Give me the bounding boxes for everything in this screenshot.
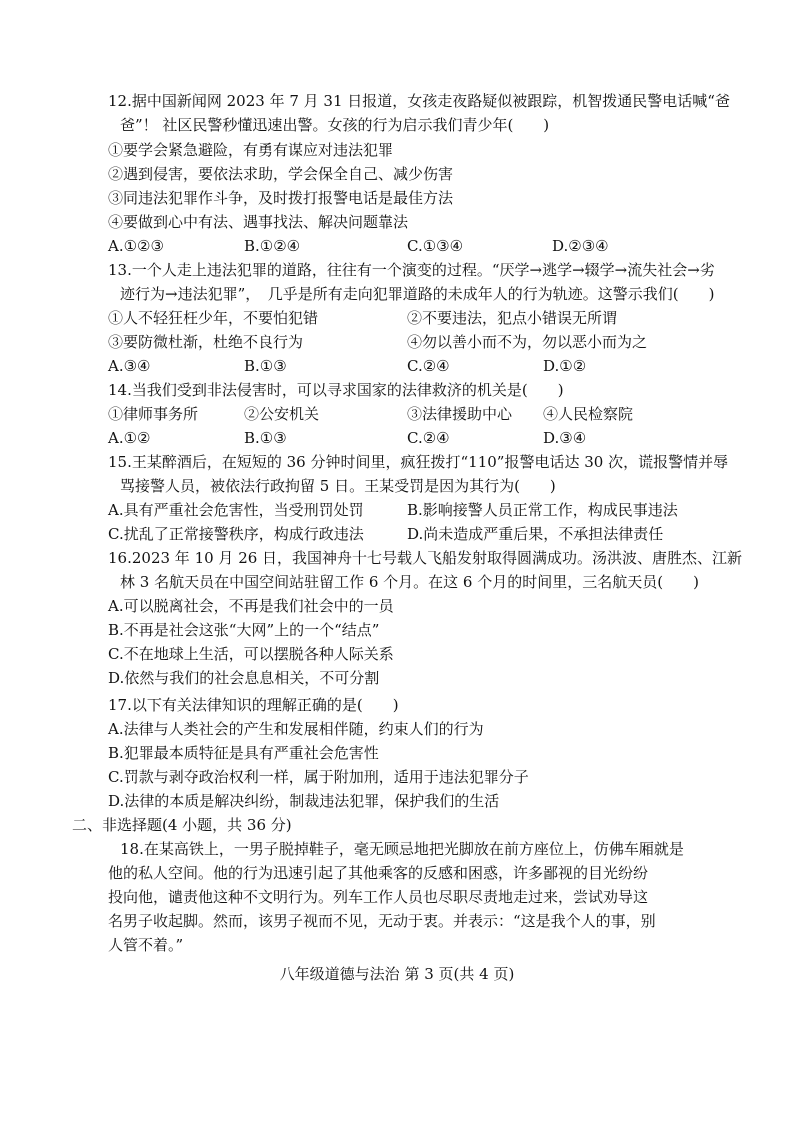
question-14-option-d: D.③④ bbox=[543, 429, 587, 447]
question-13-choice-2: ②不要违法，犯点小错误无所谓 bbox=[407, 309, 618, 327]
question-13-choice-1: ①人不轻狂枉少年，不要怕犯错 bbox=[108, 309, 319, 327]
question-14-option-a: A.①② bbox=[108, 429, 151, 447]
question-13-option-d: D.①② bbox=[543, 357, 587, 375]
question-15-stem-line-2: 骂接警人员，被依法行政拘留 5 日。王某受罚是因为其行为( ) bbox=[120, 477, 556, 495]
question-12-option-b: B.①②④ bbox=[244, 237, 301, 255]
question-17-stem: 17.以下有关法律知识的理解正确的是( ) bbox=[108, 696, 399, 714]
question-14-choice-1: ①律师事务所 bbox=[108, 405, 199, 423]
question-18-line-4: 名男子收起脚。然而，该男子视而不见，无动于衷。并表示：“这是我个人的事，别 bbox=[108, 912, 656, 930]
question-12-choice-2: ②遇到侵害，要依法求助，学会保全自己、减少伤害 bbox=[108, 165, 454, 183]
question-18-line-1: 18.在某高铁上，一男子脱掉鞋子，毫无顾忌地把光脚放在前方座位上，仿佛车厢就是 bbox=[120, 840, 684, 858]
question-17-option-c: C.罚款与剥夺政治权利一样，属于附加刑，适用于违法犯罪分子 bbox=[108, 768, 529, 786]
question-13-stem-line-1: 13.一个人走上违法犯罪的道路，往往有一个演变的过程。“厌学→逃学→辍学→流失社会→劣 bbox=[108, 261, 715, 279]
page-footer: 八年级道德与法治 第 3 页(共 4 页) bbox=[279, 965, 515, 983]
question-17-option-a: A.法律与人类社会的产生和发展相伴随，约束人们的行为 bbox=[108, 720, 484, 738]
question-16-option-c: C.不在地球上生活，可以摆脱各种人际关系 bbox=[108, 645, 394, 663]
question-14-option-b: B.①③ bbox=[244, 429, 287, 447]
question-13-option-a: A.③④ bbox=[108, 357, 151, 375]
question-14-choice-2: ②公安机关 bbox=[244, 405, 320, 423]
question-15-option-c: C.扰乱了正常接警秩序，构成行政违法 bbox=[108, 525, 364, 543]
question-16-option-a: A.可以脱离社会，不再是我们社会中的一员 bbox=[108, 597, 394, 615]
question-12-option-a: A.①②③ bbox=[108, 237, 164, 255]
question-14-choice-4: ④人民检察院 bbox=[543, 405, 634, 423]
question-12-option-d: D.②③④ bbox=[552, 237, 609, 255]
question-13-choice-3: ③要防微杜渐，杜绝不良行为 bbox=[108, 333, 304, 351]
question-13-option-b: B.①③ bbox=[244, 357, 287, 375]
question-16-option-b: B.不再是社会这张“大网”上的一个“结点” bbox=[108, 621, 380, 639]
question-12-option-c: C.①③④ bbox=[407, 237, 464, 255]
question-12-stem-line-2: 爸”！ 社区民警秒懂迅速出警。女孩的行为启示我们青少年( ) bbox=[120, 116, 550, 134]
question-13-choice-4: ④勿以善小而不为，勿以恶小而为之 bbox=[407, 333, 648, 351]
question-12-stem-line-1: 12.据中国新闻网 2023 年 7 月 31 日报道，女孩走夜路疑似被跟踪，机智拨通民警电话喊“爸 bbox=[108, 92, 730, 110]
question-14-choice-3: ③法律援助中心 bbox=[407, 405, 513, 423]
question-12-choice-4: ④要做到心中有法、遇事找法、解决问题靠法 bbox=[108, 213, 409, 231]
question-15-option-a: A.具有严重社会危害性，当受刑罚处罚 bbox=[108, 501, 364, 519]
question-13-stem-line-2: 迹行为→违法犯罪”， 几乎是所有走向犯罪道路的未成年人的行为轨迹。这警示我们( ) bbox=[120, 285, 715, 303]
question-15-option-d: D.尚未造成严重后果，不承担法律责任 bbox=[407, 525, 664, 543]
question-13-option-c: C.②④ bbox=[407, 357, 450, 375]
question-16-stem-line-2: 林 3 名航天员在中国空间站驻留工作 6 个月。在这 6 个月的时间里，三名航天员( ) bbox=[120, 573, 699, 591]
question-12-choice-1: ①要学会紧急避险，有勇有谋应对违法犯罪 bbox=[108, 141, 394, 159]
question-17-option-d: D.法律的本质是解决纠纷，制裁违法犯罪，保护我们的生活 bbox=[108, 792, 500, 810]
question-14-stem: 14.当我们受到非法侵害时，可以寻求国家的法律救济的机关是( ) bbox=[108, 381, 564, 399]
question-16-option-d: D.依然与我们的社会息息相关，不可分割 bbox=[108, 669, 380, 687]
question-18-line-3: 投向他，谴责他这种不文明行为。列车工作人员也尽职尽责地走过来，尝试劝导这 bbox=[108, 888, 649, 906]
question-18-line-2: 他的私人空间。他的行为迅速引起了其他乘客的反感和困惑，许多鄙视的目光纷纷 bbox=[108, 864, 649, 882]
question-17-option-b: B.犯罪最本质特征是具有严重社会危害性 bbox=[108, 744, 379, 762]
question-18-line-5: 人管不着。” bbox=[108, 936, 184, 954]
section-2-title: 二、非选择题(4 小题，共 36 分) bbox=[72, 816, 292, 834]
question-14-option-c: C.②④ bbox=[407, 429, 450, 447]
question-12-choice-3: ③同违法犯罪作斗争，及时拨打报警电话是最佳方法 bbox=[108, 189, 454, 207]
question-15-option-b: B.影响接警人员正常工作，构成民事违法 bbox=[407, 501, 678, 519]
question-15-stem-line-1: 15.王某醉酒后，在短短的 36 分钟时间里，疯狂拨打“110”报警电话达 30 次，谎报警情并辱 bbox=[108, 453, 729, 471]
question-16-stem-line-1: 16.2023 年 10 月 26 日，我国神舟十七号载人飞船发射取得圆满成功。汤洪波、唐胜杰、江新 bbox=[108, 549, 743, 567]
